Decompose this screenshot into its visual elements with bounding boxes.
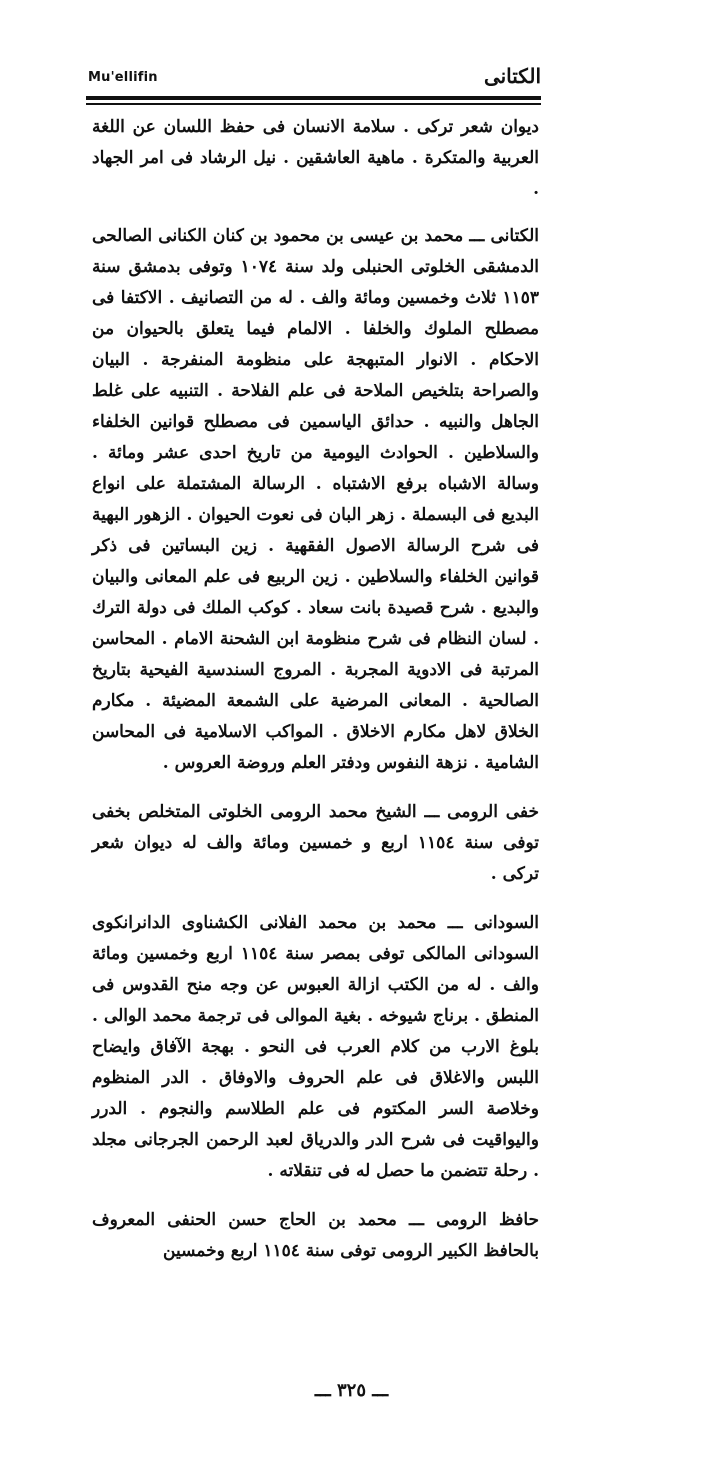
entry-heading: السودانى ـــ xyxy=(447,913,539,933)
paragraph-text: ديوان شعر تركى . سلامة الانسان فى حفظ اللسان عن اللغة العربية والمتكرة . ماهية العاشقين . نيل الرشاد فى امر الجهاد . xyxy=(92,117,539,199)
entry-khafi-al-rumi xyxy=(92,797,539,890)
page-body xyxy=(92,112,539,1285)
header-latin-title: Mu'ellifin xyxy=(88,70,158,85)
entry-text: محمد بن الحاج حسن الحنفى المعروف بالحافظ الكبير الرومى توفى سنة ١١٥٤ اربع وخمسين xyxy=(92,1210,539,1261)
entry-text: محمد بن محمد الفلانى الكشناوى الدانرانكوى السودانى المالكى توفى بمصر سنة ١١٥٤ اربع وخمسين ومائة والف . له من الكتب ازالة العبوس عن وجه منح القدوس فى المنطق . برناج شيوخه . بغية الموالى فى ترجمة محمد الوالى . بلوغ الارب من كلام العرب فى النحو . بهجة الآفاق وايضاح اللبس والاغلاق فى علم الحروف والاوفاق . الدر المنظوم وخلاصة السر المكتوم فى علم الطلاسم والنجوم . الدرر واليواقيت فى شرح الدر والدرياق لعبد الرحمن الجرجانى مجلد . رحلة تتضمن ما حصل له فى تنقلاته . xyxy=(92,913,540,1181)
entry-hafiz-al-rumi xyxy=(92,1205,539,1267)
running-header xyxy=(88,62,541,92)
header-rule-thin xyxy=(86,103,541,105)
entry-heading: الكتانى ـــ xyxy=(469,226,539,246)
page-number: ـــ ٣٢٥ ـــ xyxy=(314,1380,389,1401)
entry-al-sudani xyxy=(92,908,539,1187)
entry-al-kattani xyxy=(92,221,539,779)
paragraph-continuation xyxy=(92,112,539,205)
entry-text: محمد بن عيسى بن محمود بن كنان الكنانى الصالحى الدمشقى الخلوتى الحنبلى ولد سنة ١٠٧٤ وتوفى بدمشق سنة ١١٥٣ ثلاث وخمسين ومائة والف . له من التصانيف . الاكتفا فى مصطلح الملوك والخلفا . الالمام فيما يتعلق بالحيوان من الاحكام . الانوار المتبهجة على منظومة المنفرجة . البيان والصراحة بتلخيص الملاحة فى علم الفلاحة . التنبيه على غلط الجاهل والنبيه . حدائق الياسمين فى مصطلح قوانين الخلفاء والسلاطين . الحوادث اليومية من تاريخ احدى عشر ومائة . وسالة الاشباه برفع الاشتباه . الرسالة المشتملة على انواع البديع فى البسملة . زهر البان فى نعوت الحيوان . الزهور البهية فى شرح الرسالة الاصول الفقهية . زين البساتين فى ذكر قوانين الخلفاء والسلاطين . زين الربيع فى علم المعانى والبيان والبديع . شرح قصيدة بانت سعاد . كوكب الملك فى دولة الترك . لسان النظام فى شرح منظومة ابن الشحنة الامام . المحاسن المرتبة فى الادوية المجربة . المروج السندسية الفيحية بتاريخ الصالحية . المعانى المرضية على الشمعة المضيئة . مكارم الخلاق لاهل مكارم الاخلاق . المواكب الاسلامية فى المحاسن الشامية . نزهة النفوس ودفتر العلم وروضة العروس . xyxy=(92,226,539,773)
entry-heading: خفى الرومى ـــ xyxy=(424,802,539,822)
header-arabic-title: الكتانى xyxy=(483,64,541,88)
header-rule-thick xyxy=(86,96,541,100)
entry-heading: حافظ الرومى ـــ xyxy=(409,1210,540,1230)
entry-text: الشيخ محمد الرومى الخلوتى المتخلص بخفى توفى سنة ١١٥٤ اربع و خمسين ومائة والف له ديوان شعر تركى . xyxy=(92,802,539,884)
